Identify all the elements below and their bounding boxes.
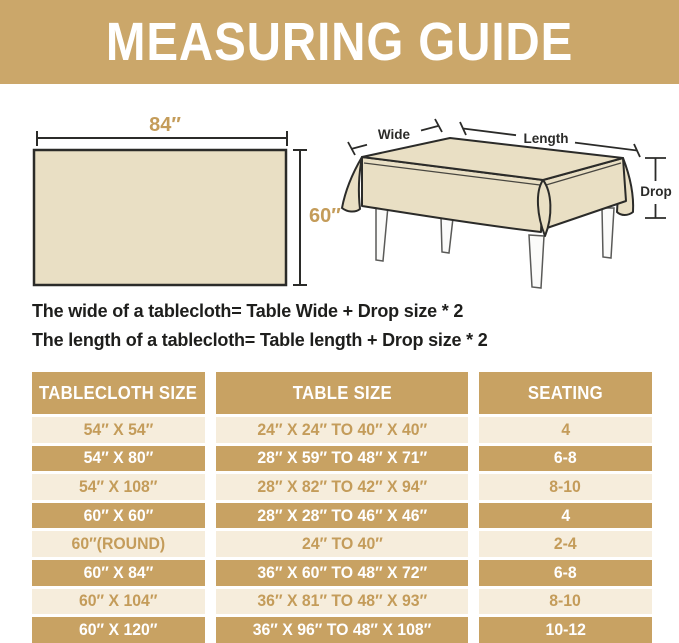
- table-cell: 54″ X 80″: [32, 446, 205, 472]
- size-chart-table: [32, 372, 652, 643]
- table-cell: 8-10: [479, 589, 652, 615]
- column-header-seating: SEATING: [479, 372, 652, 414]
- length-formula-text: The length of a tablecloth= Table length + Drop size * 2: [32, 330, 488, 350]
- length-label: Length: [523, 131, 569, 146]
- table-cell: 6-8: [479, 446, 652, 472]
- table-cell: 36″ X 81″ TO 48″ X 93″: [216, 589, 468, 615]
- width-dimension-label: 84″: [149, 114, 181, 136]
- width-formula-text: The wide of a tablecloth= Table Wide + Drop size * 2: [32, 301, 464, 321]
- table-cell: 54″ X 108″: [32, 474, 205, 500]
- table-cell: 28″ X 59″ TO 48″ X 71″: [216, 446, 468, 472]
- column-header-tablecloth-size: TABLECLOTH SIZE: [32, 372, 205, 414]
- table-cell: 8-10: [479, 474, 652, 500]
- height-dimension-label: 60″: [309, 205, 341, 227]
- page-title: MEASURING GUIDE: [105, 12, 574, 72]
- table-cell: 36″ X 60″ TO 48″ X 72″: [216, 560, 468, 586]
- table-cell: 2-4: [479, 531, 652, 557]
- table-cell: 60″ X 84″: [32, 560, 205, 586]
- table-cell: 60″(ROUND): [32, 531, 205, 557]
- table-cell: 4: [479, 417, 652, 443]
- table-cell: 24″ TO 40″: [216, 531, 468, 557]
- table-cell: 54″ X 54″: [32, 417, 205, 443]
- table-illustration-diagram: [330, 100, 679, 300]
- measuring-guide-banner: [0, 0, 679, 84]
- table-cell: 28″ X 28″ TO 46″ X 46″: [216, 503, 468, 529]
- table-cell: 24″ X 24″ TO 40″ X 40″: [216, 417, 468, 443]
- drop-label: Drop: [640, 184, 672, 199]
- flat-tablecloth-diagram: [25, 100, 345, 300]
- table-cell: 6-8: [479, 560, 652, 586]
- table-cell: 4: [479, 503, 652, 529]
- height-dimension-line: [293, 150, 307, 285]
- table-cell: 60″ X 104″: [32, 589, 205, 615]
- table-cell: 36″ X 96″ TO 48″ X 108″: [216, 617, 468, 643]
- table-cell: 60″ X 60″: [32, 503, 205, 529]
- table-cell: 28″ X 82″ TO 42″ X 94″: [216, 474, 468, 500]
- tablecloth-rectangle: [34, 150, 286, 285]
- column-header-table-size: TABLE SIZE: [216, 372, 468, 414]
- wide-label: Wide: [377, 127, 411, 142]
- table-cell: 60″ X 120″: [32, 617, 205, 643]
- table-cell: 10-12: [479, 617, 652, 643]
